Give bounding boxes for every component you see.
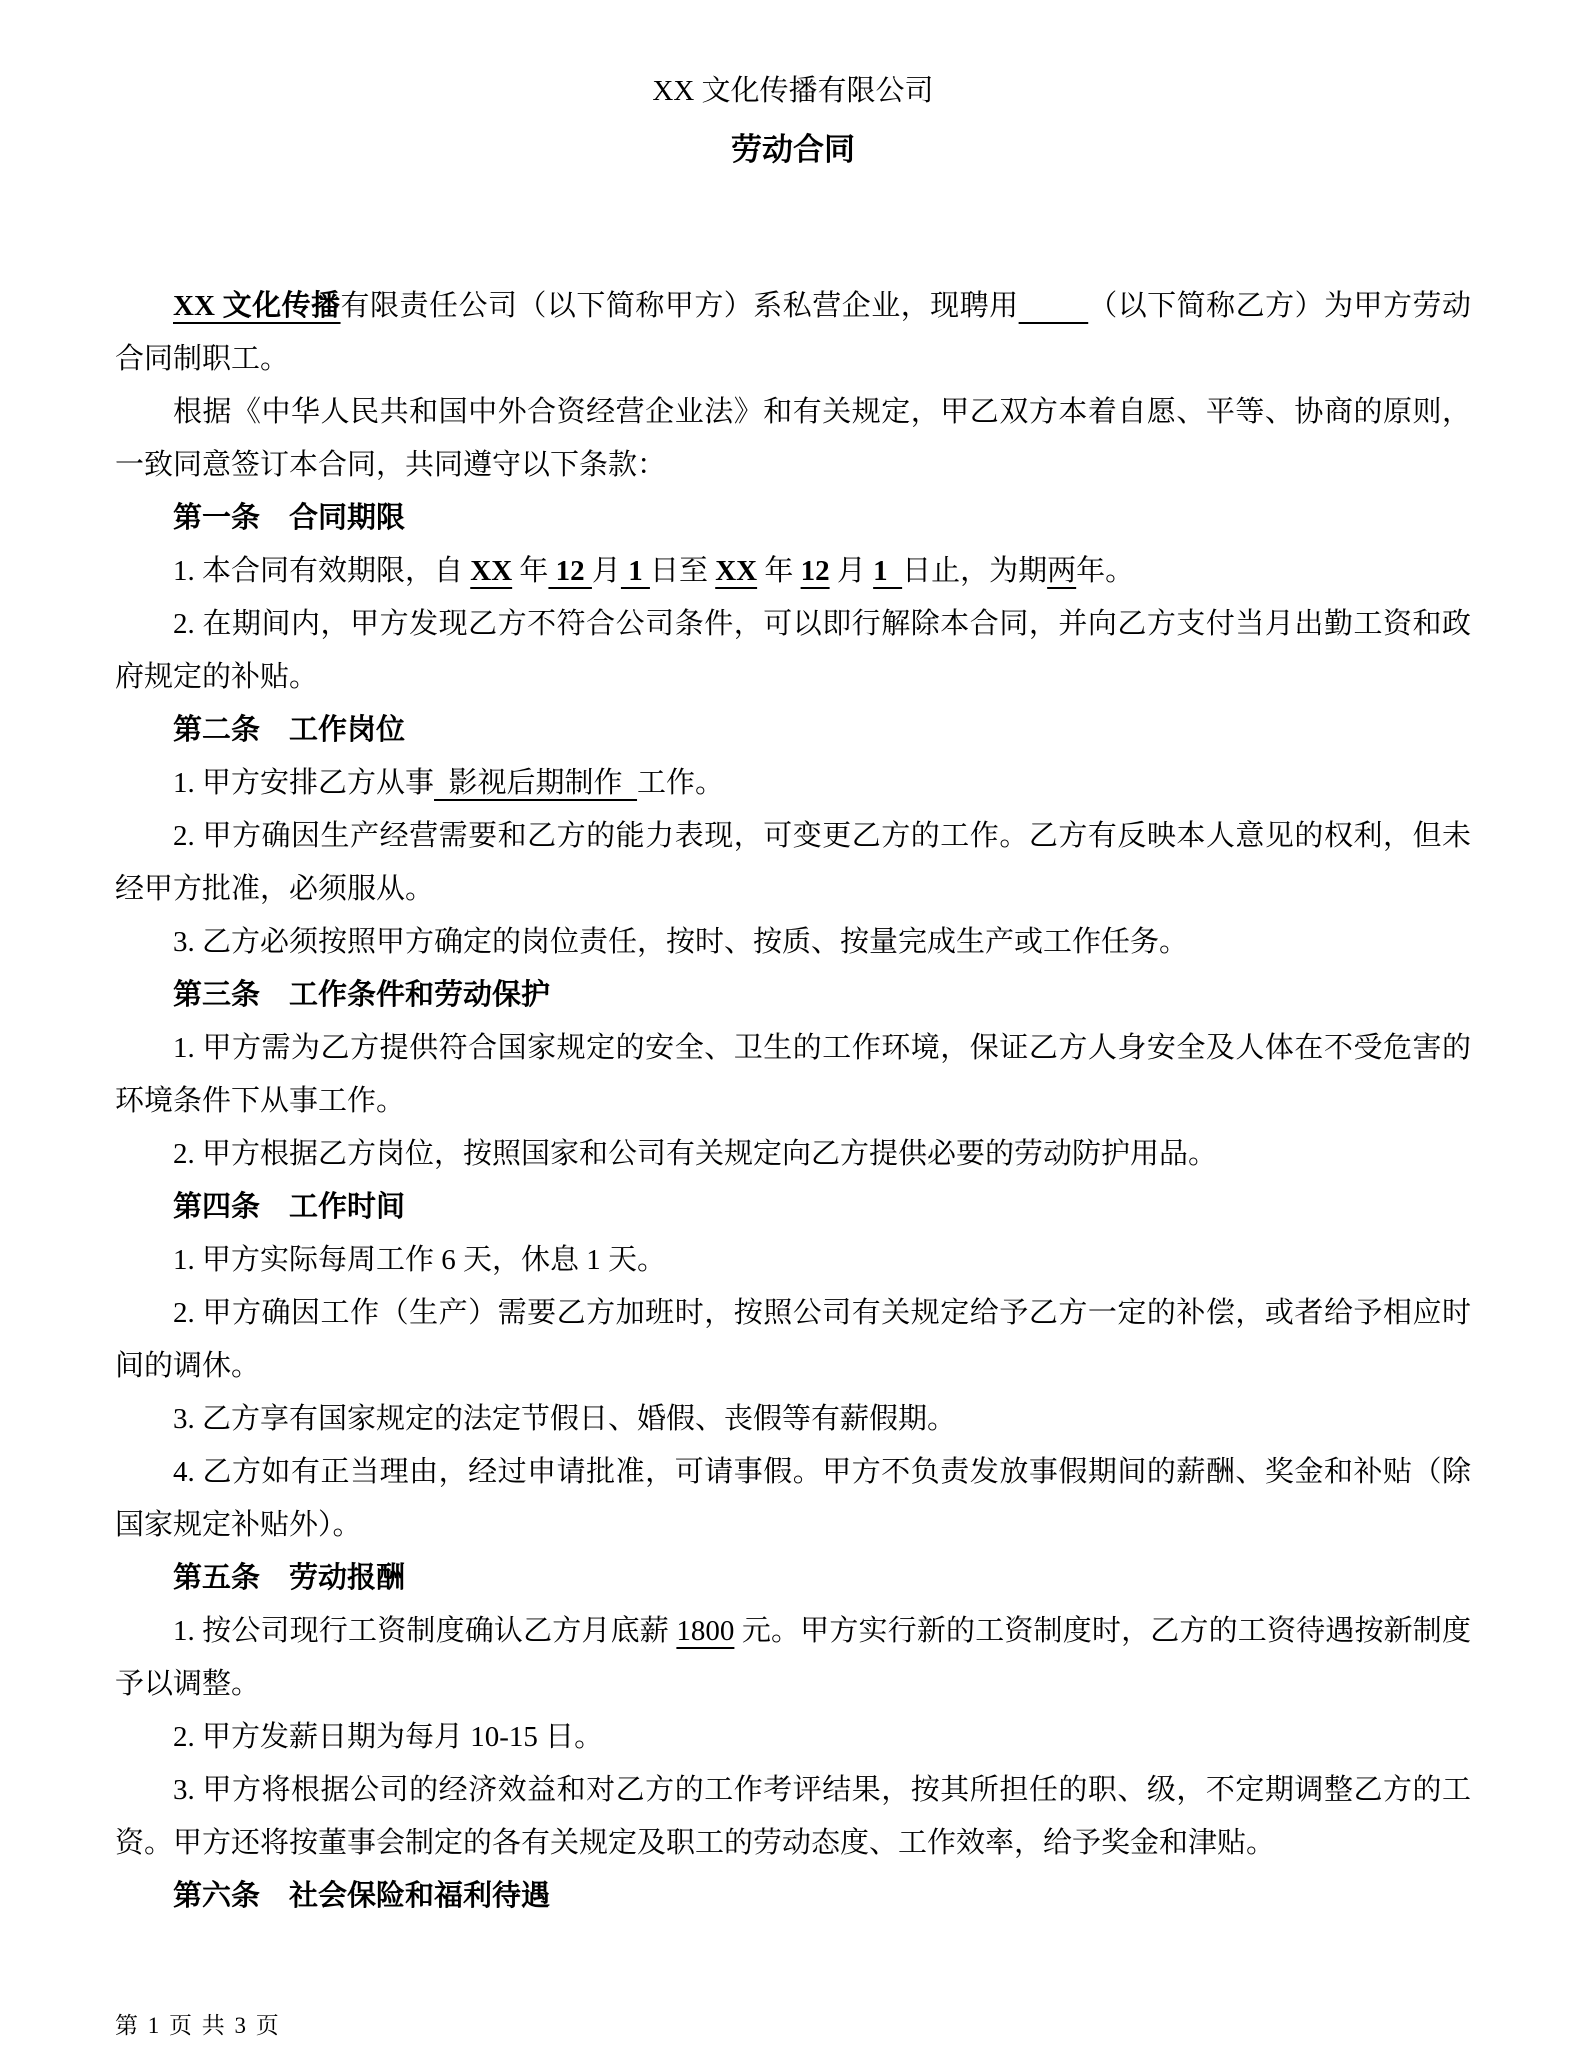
text-segment: 根据《中华人民共和国中外合资经营企业法》和有关规定，甲乙双方本着自愿、平等、协商的原则，一致同意签订本合同，共同遵守以下条款：	[115, 396, 1471, 481]
text-segment: 2. 在期间内，甲方发现乙方不符合公司条件，可以即行解除本合同，并向乙方支付当月出勤工资和政府规定的补贴。	[115, 608, 1471, 693]
document-body	[115, 280, 1471, 1923]
text-segment: 第五条 劳动报酬	[173, 1562, 406, 1594]
paragraph	[115, 1711, 1471, 1764]
text-segment: 日止，为期	[902, 555, 1048, 587]
filled-blank-text: 1	[620, 555, 650, 587]
filled-blank-text	[1019, 290, 1089, 322]
paragraph	[115, 545, 1471, 598]
section-heading	[115, 1181, 1471, 1234]
text-segment: 日至	[649, 555, 716, 587]
text-segment: 2. 甲方发薪日期为每月 10-15 日。	[173, 1721, 604, 1753]
text-segment: 工作。	[637, 767, 725, 799]
filled-blank-text: XX	[715, 555, 758, 587]
text-segment: 年。	[1076, 555, 1135, 587]
text-segment: 4. 乙方如有正当理由，经过申请批准，可请事假。甲方不负责发放事假期间的薪酬、奖金和补贴（除国家规定补贴外）。	[115, 1456, 1471, 1541]
text-segment: 2. 甲方确因生产经营需要和乙方的能力表现，可变更乙方的工作。乙方有反映本人意见的权利，但未经甲方批准，必须服从。	[115, 820, 1471, 905]
paragraph	[115, 598, 1471, 704]
text-segment: 1. 甲方需为乙方提供符合国家规定的安全、卫生的工作环境，保证乙方人身安全及人体在不受危害的环境条件下从事工作。	[115, 1032, 1471, 1117]
paragraph	[115, 1446, 1471, 1552]
paragraph	[115, 1022, 1471, 1128]
section-heading	[115, 492, 1471, 545]
text-segment: 年	[757, 555, 801, 587]
filled-blank-text: 两	[1047, 555, 1077, 587]
filled-blank-text: 12	[548, 555, 592, 587]
text-segment: 2. 甲方根据乙方岗位，按照国家和公司有关规定向乙方提供必要的劳动防护用品。	[173, 1138, 1218, 1170]
text-segment: 年	[512, 555, 549, 587]
text-segment: 3. 甲方将根据公司的经济效益和对乙方的工作考评结果，按其所担任的职、级，不定期调整乙方的工资。甲方还将按董事会制定的各有关规定及职工的劳动态度、工作效率，给予奖金和津贴。	[115, 1774, 1471, 1859]
text-segment: 1. 本合同有效期限，自	[173, 555, 471, 587]
page-footer: 第 1 页 共 3 页	[115, 2013, 281, 2038]
filled-blank-text: XX 文化传播	[173, 290, 341, 322]
text-segment: 2. 甲方确因工作（生产）需要乙方加班时，按照公司有关规定给予乙方一定的补偿，或者给予相应时间的调休。	[115, 1297, 1471, 1382]
filled-blank-text: 12	[800, 555, 830, 587]
paragraph	[115, 757, 1471, 810]
paragraph	[115, 1128, 1471, 1181]
paragraph	[115, 1234, 1471, 1287]
filled-blank-text: 1	[873, 555, 903, 587]
paragraph	[115, 280, 1471, 386]
filled-blank-text: XX	[470, 555, 513, 587]
section-heading	[115, 704, 1471, 757]
text-segment: 月	[591, 555, 621, 587]
paragraph	[115, 386, 1471, 492]
filled-blank-text: 影视后期制作	[434, 767, 638, 799]
paragraph	[115, 916, 1471, 969]
text-segment: 第二条 工作岗位	[173, 714, 406, 746]
paragraph	[115, 1605, 1471, 1711]
paragraph	[115, 1764, 1471, 1870]
document-content	[115, 62, 1471, 1923]
text-segment: 第六条 社会保险和福利待遇	[173, 1880, 551, 1912]
text-segment: （以下简称乙方）为甲方劳动合同制职工。	[115, 290, 1471, 375]
document-title: 劳动合同	[731, 132, 855, 167]
text-segment: 元。甲方实行新的工资制度时，乙方的工资待遇按新制度予以调整。	[115, 1615, 1471, 1700]
text-segment: 1. 甲方实际每周工作 6 天，休息 1 天。	[173, 1244, 667, 1276]
text-segment: 月	[829, 555, 874, 587]
paragraph	[115, 1287, 1471, 1393]
text-segment: 第三条 工作条件和劳动保护	[173, 979, 551, 1011]
paragraph	[115, 810, 1471, 916]
section-heading	[115, 1870, 1471, 1923]
text-segment: 第一条 合同期限	[173, 502, 406, 534]
text-segment: 3. 乙方享有国家规定的法定节假日、婚假、丧假等有薪假期。	[173, 1403, 957, 1435]
title-gap	[115, 180, 1471, 280]
text-segment: 第四条 工作时间	[173, 1191, 406, 1223]
company-name: XX 文化传播有限公司	[652, 75, 934, 107]
text-segment: 1. 甲方安排乙方从事	[173, 767, 435, 799]
text-segment: 有限责任公司（以下简称甲方）系私营企业，现聘用	[340, 290, 1019, 322]
section-heading	[115, 1552, 1471, 1605]
filled-blank-text: 1800	[676, 1615, 735, 1647]
paragraph	[115, 1393, 1471, 1446]
section-heading	[115, 969, 1471, 1022]
text-segment: 3. 乙方必须按照甲方确定的岗位责任，按时、按质、按量完成生产或工作任务。	[173, 926, 1189, 958]
text-segment: 1. 按公司现行工资制度确认乙方月底薪	[173, 1615, 677, 1647]
